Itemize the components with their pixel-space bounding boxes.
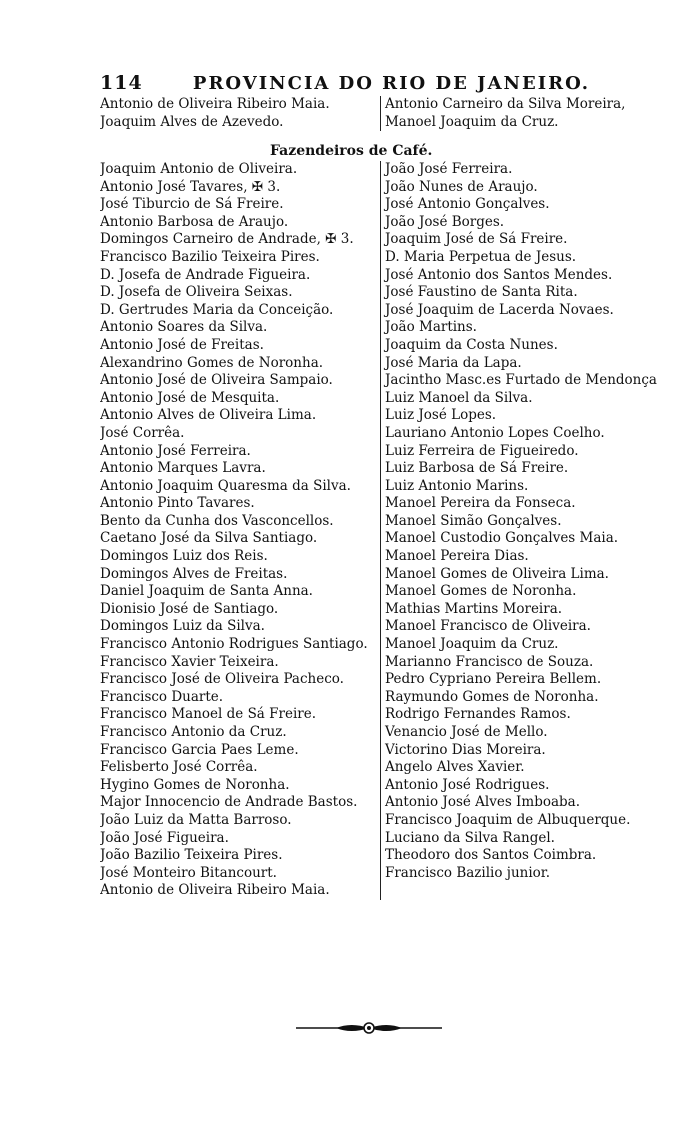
name-entry: José Maria da Lapa. (384, 354, 522, 371)
ornament-divider (296, 1020, 442, 1036)
name-entry: Francisco José de Oliveira Pacheco. (100, 671, 344, 688)
name-entry: Manoel Gomes de Noronha. (384, 583, 577, 600)
coffee-farmers-columns (100, 161, 660, 900)
name-entry: D. Josefa de Oliveira Seixas. (100, 284, 293, 301)
name-entry: Antonio Barbosa de Araujo. (100, 213, 289, 230)
name-entry: Francisco Joaquim de Albuquerque. (384, 811, 631, 828)
name-entry: Venancio José de Mello. (384, 724, 548, 740)
name-entry: Antonio José Alves Imboaba. (384, 794, 580, 811)
name-entry: D. Josefa de Andrade Figueira. (100, 266, 311, 283)
name-entry: Joaquim Alves de Azevedo. (100, 113, 284, 130)
name-entry: João Bazilio Teixeira Pires. (100, 847, 283, 864)
name-entry: Antonio de Oliveira Ribeiro Maia. (100, 882, 330, 899)
name-entry: Manoel Simão Gonçalves. (384, 512, 562, 529)
name-entry: João Nunes de Araujo. (384, 178, 538, 195)
name-entry: João José Ferreira. (384, 161, 513, 177)
name-entry: Manoel Francisco de Oliveira. (384, 618, 591, 635)
name-entry: Francisco Bazilio junior. (384, 864, 551, 881)
name-entry: Lauriano Antonio Lopes Coelho. (384, 424, 605, 441)
name-entry: José Antonio Gonçalves. (384, 196, 550, 213)
name-entry: Antonio José de Mesquita. (100, 389, 280, 406)
name-entry: Manoel Pereira Dias. (384, 548, 529, 565)
name-entry: Manoel Joaquim da Cruz. (384, 636, 559, 653)
top-right-column (380, 96, 660, 131)
name-entry: Antonio José de Oliveira Sampaio. (100, 372, 333, 389)
name-entry: Antonio Alves de Oliveira Lima. (100, 407, 317, 424)
name-entry: D. Gertrudes Maria da Conceição. (100, 301, 334, 318)
name-entry: Major Innocencio de Andrade Bastos. (100, 794, 358, 811)
name-entry: Pedro Cypriano Pereira Bellem. (384, 671, 602, 688)
main-left-column (100, 161, 380, 900)
name-entry: Manoel Joaquim da Cruz. (384, 113, 559, 130)
name-entry: João José Figueira. (100, 829, 229, 846)
name-entry: Francisco Bazilio Teixeira Pires. (100, 248, 320, 265)
name-entry: Joaquim da Costa Nunes. (384, 336, 558, 353)
name-entry: Domingos Luiz da Silva. (100, 618, 265, 635)
name-entry: Joaquim Antonio de Oliveira. (100, 161, 298, 177)
name-entry: João Luiz da Matta Barroso. (100, 811, 292, 828)
name-entry: Antonio Marques Lavra. (100, 460, 266, 477)
name-entry: Antonio Carneiro da Silva Moreira, (384, 96, 626, 112)
name-entry: Francisco Duarte. (100, 688, 224, 705)
name-entry: José Monteiro Bitancourt. (100, 864, 277, 881)
name-entry: José Joaquim de Lacerda Novaes. (384, 301, 614, 318)
name-entry: João Martins. (384, 319, 477, 336)
name-entry: Antonio José Rodrigues. (384, 776, 550, 793)
name-entry: Jacintho Masc.es Furtado de Mendonça (384, 372, 657, 389)
name-entry: José Tiburcio de Sá Freire. (100, 196, 284, 213)
name-entry: Luiz Ferreira de Figueiredo. (384, 442, 579, 459)
name-entry: Antonio Pinto Tavares. (100, 495, 255, 512)
name-entry: Francisco Manoel de Sá Freire. (100, 706, 317, 723)
name-entry: Joaquim José de Sá Freire. (384, 231, 568, 248)
main-right-column (380, 161, 660, 900)
name-entry: Francisco Xavier Teixeira. (100, 653, 279, 670)
name-entry: D. Maria Perpetua de Jesus. (384, 248, 577, 265)
name-entry: Antonio José Tavares, ✠ 3. (100, 178, 281, 195)
name-entry: Rodrigo Fernandes Ramos. (384, 706, 571, 723)
name-entry: Antonio José Ferreira. (100, 442, 251, 459)
name-entry: Luiz Barbosa de Sá Freire. (384, 460, 569, 477)
name-entry: Antonio Joaquim Quaresma da Silva. (100, 477, 351, 494)
page-header (100, 72, 590, 94)
name-entry: Raymundo Gomes de Noronha. (384, 688, 599, 705)
name-entry: Manoel Gomes de Oliveira Lima. (384, 565, 609, 582)
name-entry: Luciano da Silva Rangel. (384, 829, 555, 846)
name-entry: Domingos Carneiro de Andrade, ✠ 3. (100, 231, 354, 248)
name-entry: Francisco Antonio Rodrigues Santiago. (100, 636, 368, 653)
name-entry: Antonio José de Freitas. (100, 336, 264, 353)
name-entry: Manoel Pereira da Fonseca. (384, 495, 576, 512)
name-entry: Francisco Antonio da Cruz. (100, 724, 287, 740)
name-entry: Bento da Cunha dos Vasconcellos. (100, 512, 334, 529)
name-entry: José Corrêa. (100, 424, 185, 441)
top-left-column (100, 96, 380, 131)
top-name-columns (100, 96, 660, 131)
name-entry: Angelo Alves Xavier. (384, 759, 525, 776)
name-entry: Manoel Custodio Gonçalves Maia. (384, 530, 619, 547)
name-entry: João José Borges. (384, 213, 505, 230)
name-entry: José Antonio dos Santos Mendes. (384, 266, 613, 283)
name-entry: Alexandrino Gomes de Noronha. (100, 354, 324, 371)
name-entry: Mathias Martins Moreira. (384, 600, 563, 617)
section-title: Fazendeiros de Café. (270, 143, 433, 159)
name-entry: Felisberto José Corrêa. (100, 759, 258, 776)
name-entry: Luiz Antonio Marins. (384, 477, 529, 494)
name-entry: Antonio Soares da Silva. (100, 319, 268, 336)
name-entry: Marianno Francisco de Souza. (384, 653, 594, 670)
name-entry: Antonio de Oliveira Ribeiro Maia. (100, 96, 330, 112)
page-title: PROVINCIA DO RIO DE JANEIRO. (192, 73, 590, 94)
name-entry: José Faustino de Santa Rita. (384, 284, 578, 301)
name-entry: Luiz José Lopes. (384, 407, 497, 424)
name-entry: Theodoro dos Santos Coimbra. (384, 847, 597, 864)
name-entry: Victorino Dias Moreira. (384, 741, 546, 758)
name-entry: Dionisio José de Santiago. (100, 600, 279, 617)
name-entry: Luiz Manoel da Silva. (384, 389, 533, 406)
name-entry: Francisco Garcia Paes Leme. (100, 741, 299, 758)
name-entry: Hygino Gomes de Noronha. (100, 776, 290, 793)
name-entry: Caetano José da Silva Santiago. (100, 530, 318, 547)
name-entry: Domingos Luiz dos Reis. (100, 548, 268, 565)
page-number: 114 (100, 72, 143, 94)
name-entry: Domingos Alves de Freitas. (100, 565, 288, 582)
name-entry: Daniel Joaquim de Santa Anna. (100, 583, 313, 600)
